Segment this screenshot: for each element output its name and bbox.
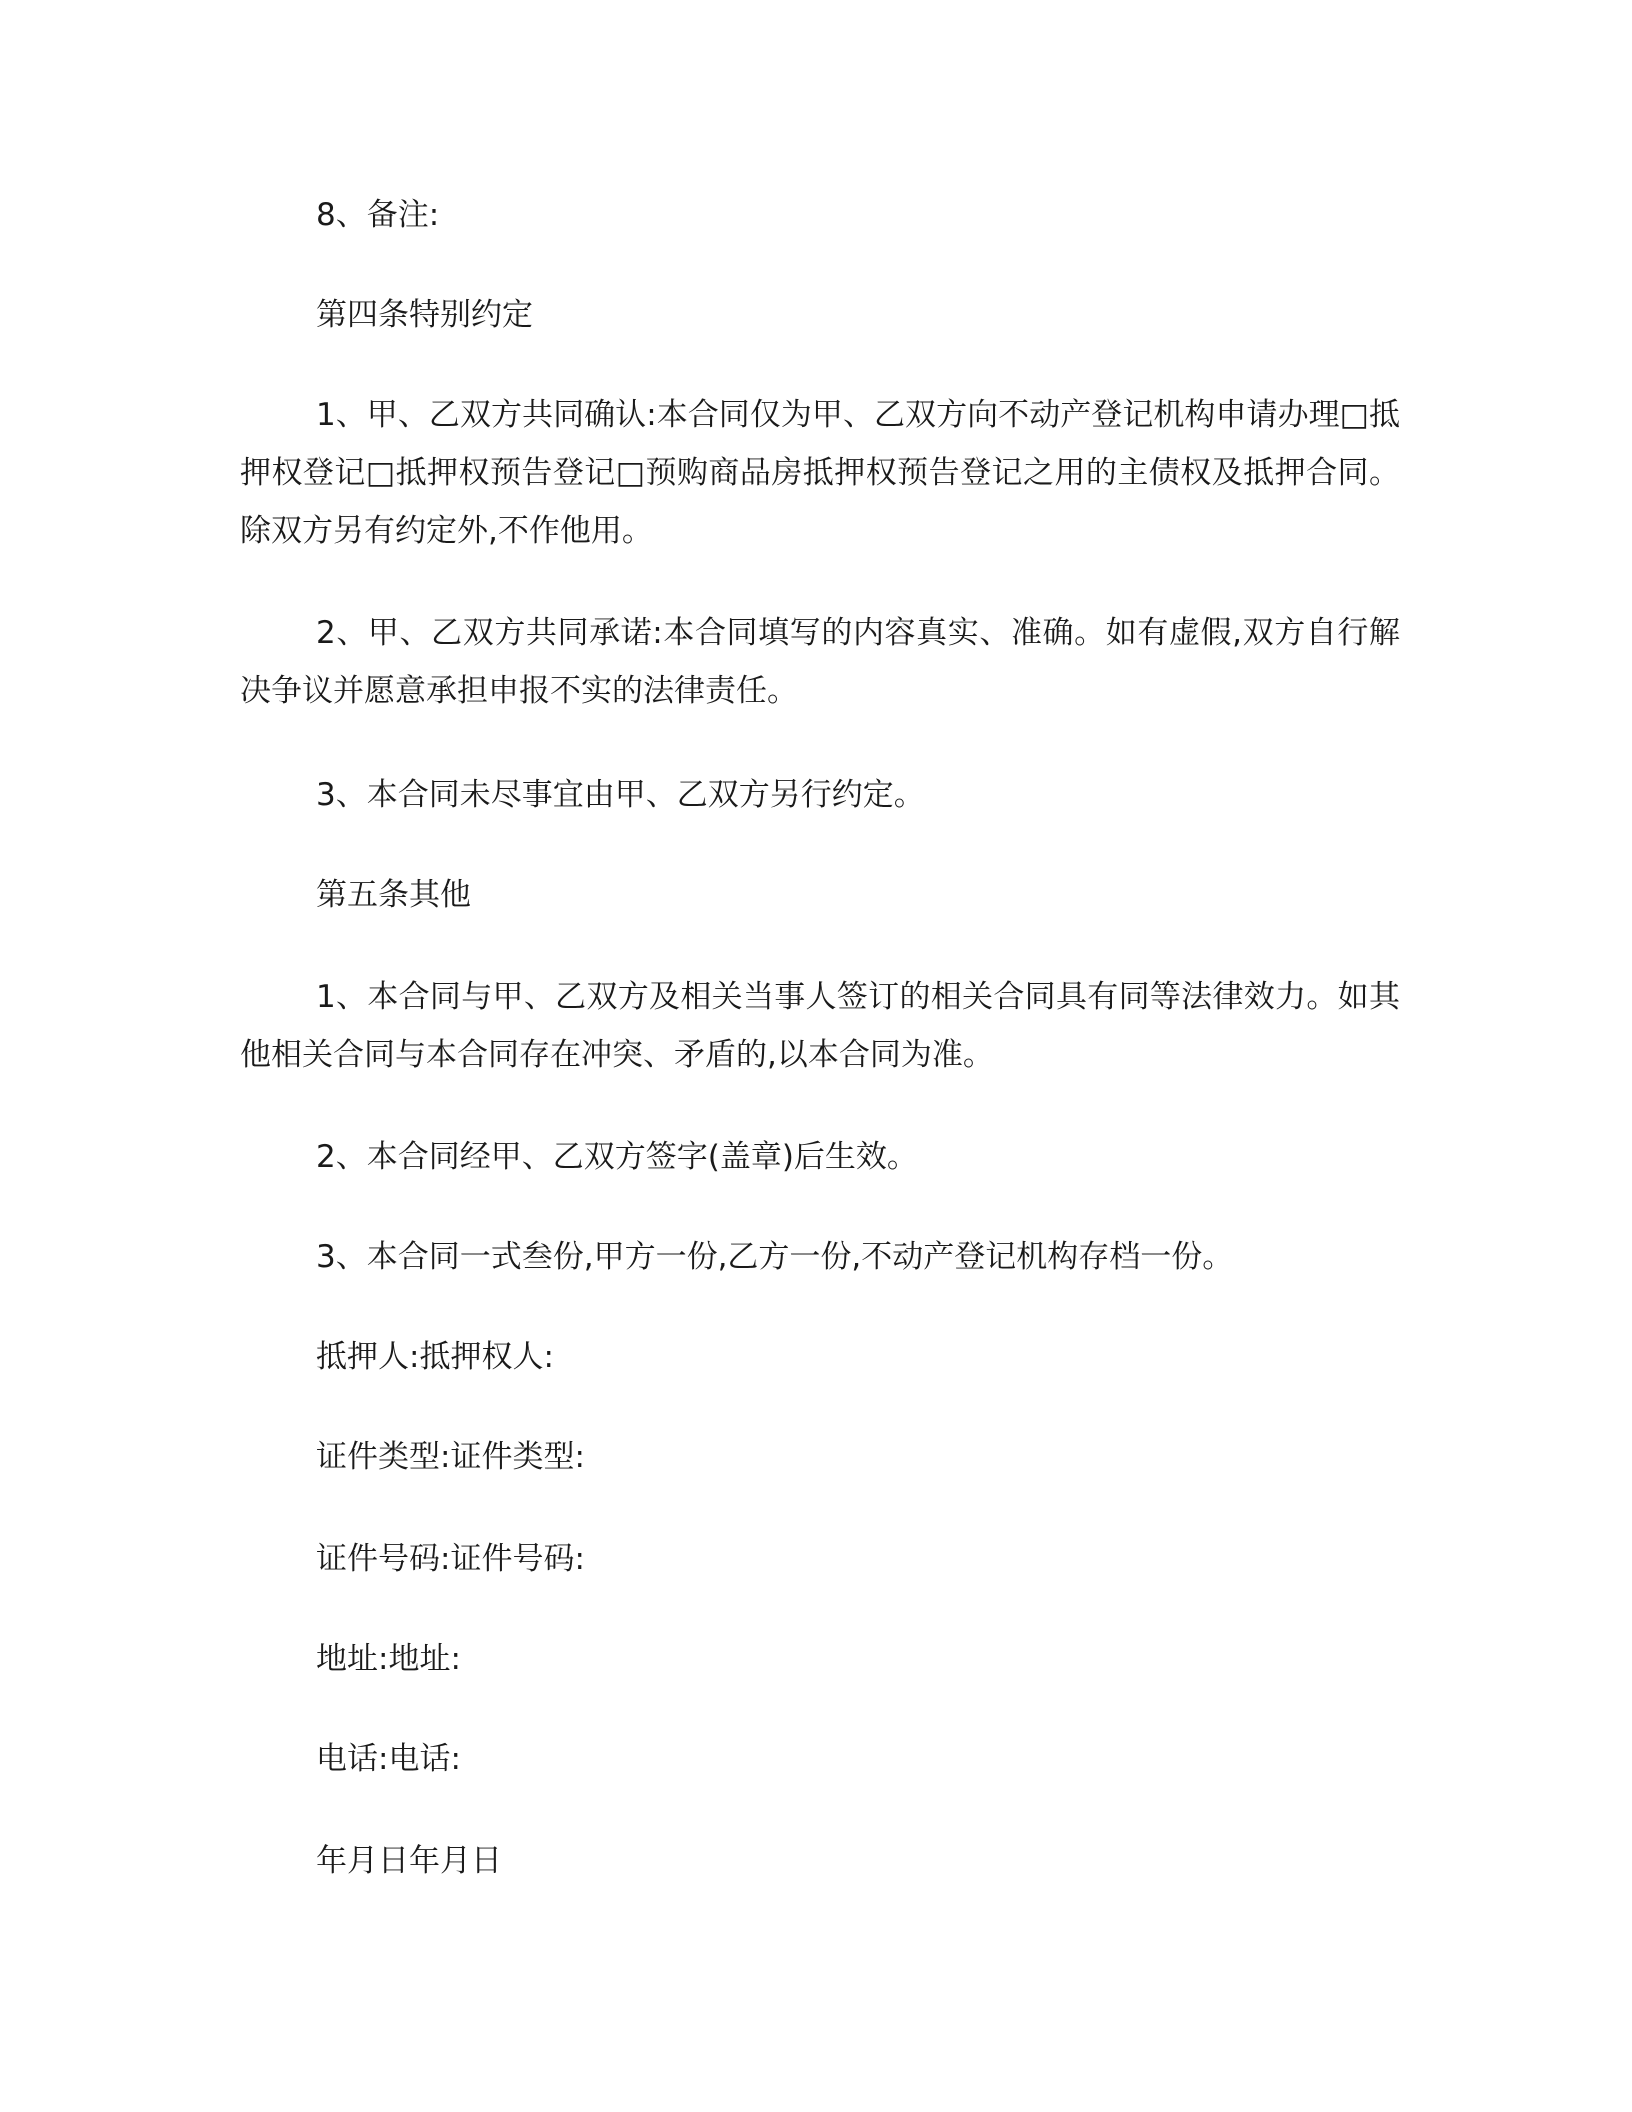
signature-phone: 电话:电话: (316, 1741, 461, 1777)
article4-heading: 第四条特别约定 (316, 297, 533, 333)
signature-id-type: 证件类型:证件类型: (316, 1439, 585, 1475)
article5-heading: 第五条其他 (316, 877, 471, 913)
article5-item2: 2、本合同经甲、乙双方签字(盖章)后生效。 (316, 1139, 918, 1175)
article5-item3: 3、本合同一式叁份,甲方一份,乙方一份,不动产登记机构存档一份。 (316, 1239, 1234, 1275)
article5-item1: 1、本合同与甲、乙双方及相关当事人签订的相关合同具有同等法律效力。如其他相关合同与本合同存在冲突、矛盾的,以本合同为准。 (240, 979, 1400, 1073)
signature-id-number: 证件号码:证件号码: (316, 1541, 585, 1577)
signature-date: 年月日年月日 (316, 1843, 502, 1879)
remarks-line: 8、备注: (316, 197, 440, 233)
article4-item1: 1、甲、乙双方共同确认:本合同仅为甲、乙双方向不动产登记机构申请办理□抵押权登记□抵押权预告登记□预购商品房抵押权预告登记之用的主债权及抵押合同。除双方另有约定外,不作他用。 (240, 397, 1400, 549)
signature-parties: 抵押人:抵押权人: (316, 1339, 554, 1375)
article4-item2: 2、甲、乙双方共同承诺:本合同填写的内容真实、准确。如有虚假,双方自行解决争议并愿意承担申报不实的法律责任。 (240, 615, 1400, 709)
signature-address: 地址:地址: (316, 1641, 461, 1677)
article4-item3: 3、本合同未尽事宜由甲、乙双方另行约定。 (316, 777, 925, 813)
